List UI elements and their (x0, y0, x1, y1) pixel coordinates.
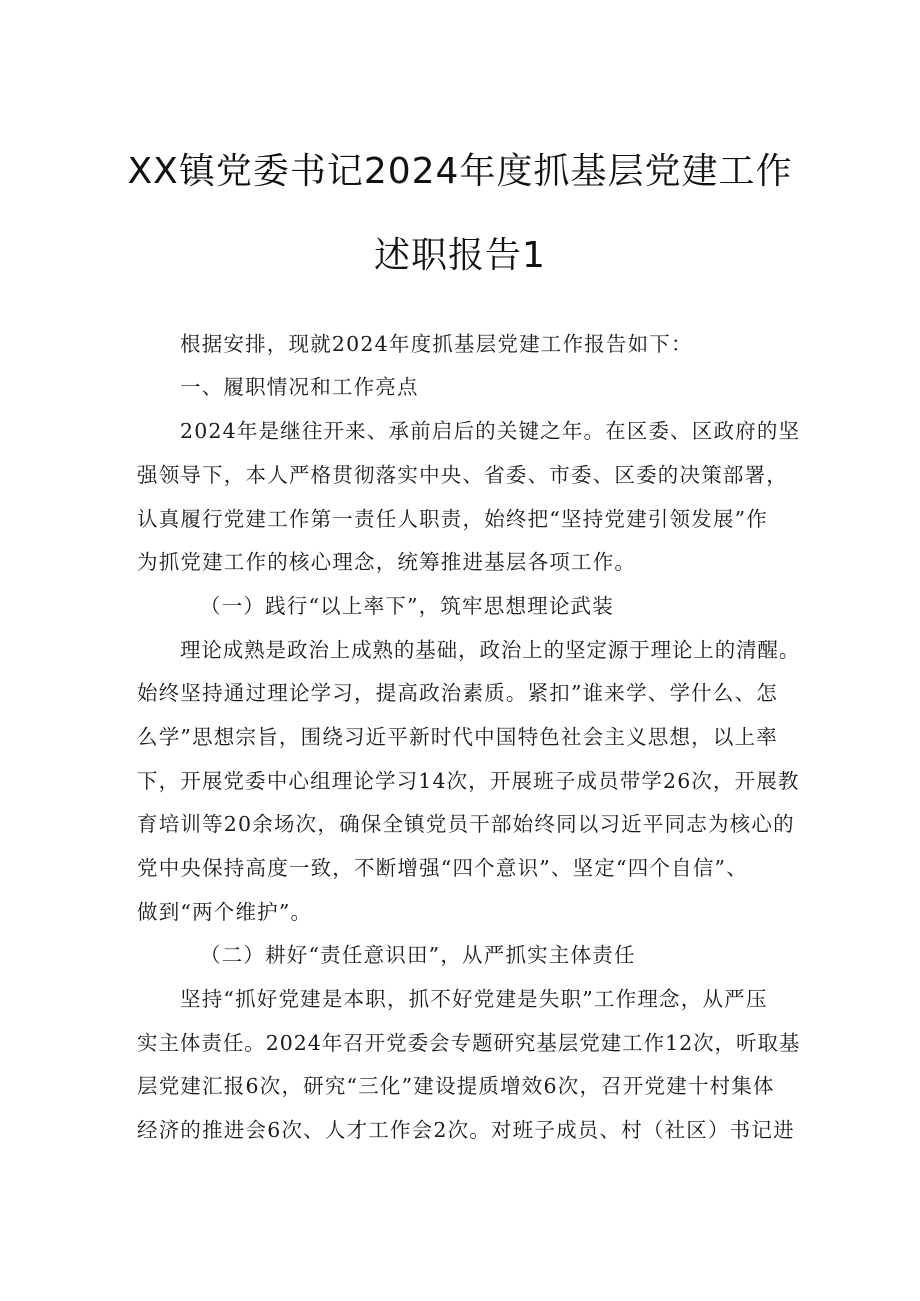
body-line: 下，开展党委中心组理论学习14次，开展班子成员带学26次，开展教 (137, 769, 800, 793)
body-line: 么学”思想宗旨，围绕习近平新时代中国特色社会主义思想，以上率 (137, 725, 778, 749)
body-line: 2024年是继往开来、承前启后的关键之年。在区委、区政府的坚 (180, 419, 801, 443)
document-title-line-1: XX镇党委书记2024年度抓基层党建工作 (127, 151, 793, 192)
body-line: 实主体责任。2024年召开党委会专题研究基层党建工作12次，听取基 (137, 1031, 801, 1055)
body-line: 强领导下，本人严格贯彻落实中央、省委、市委、区委的决策部署， (137, 463, 788, 487)
body-line: 党中央保持高度一致，不断增强“四个意识”、坚定“四个自信”、 (137, 856, 748, 880)
body-line: 经济的推进会6次、人才工作会2次。对班子成员、村（社区）书记进 (137, 1118, 795, 1142)
body-line: 坚持“抓好党建是本职，抓不好党建是失职”工作理念，从严压 (180, 987, 768, 1011)
document-title-line-2: 述职报告1 (374, 235, 546, 276)
body-line: 层党建汇报6次，研究“三化”建设提质增效6次，召开党建十村集体 (137, 1074, 775, 1098)
subsection-heading: （一）践行“以上率下”，筑牢思想理论武装 (200, 594, 614, 618)
body-line: 根据安排，现就2024年度抓基层党建工作报告如下： (180, 332, 693, 356)
body-line: 认真履行党建工作第一责任人职责，始终把“坚持党建引领发展”作 (137, 507, 768, 531)
body-line: 育培训等20余场次，确保全镇党员干部始终同以习近平同志为核心的 (137, 812, 795, 836)
body-line: 做到“两个维护”。 (137, 900, 313, 924)
body-line: 理论成熟是政治上成熟的基础，政治上的坚定源于理论上的清醒。 (180, 638, 801, 662)
section-heading: 一、履职情况和工作亮点 (180, 375, 419, 399)
body-line: 始终坚持通过理论学习，提高政治素质。紧扣”谁来学、学什么、怎 (137, 681, 778, 705)
body-line: 为抓党建工作的核心理念，统筹推进基层各项工作。 (137, 550, 637, 574)
subsection-heading: （二）耕好“责任意识田”，从严抓实主体责任 (200, 943, 636, 967)
